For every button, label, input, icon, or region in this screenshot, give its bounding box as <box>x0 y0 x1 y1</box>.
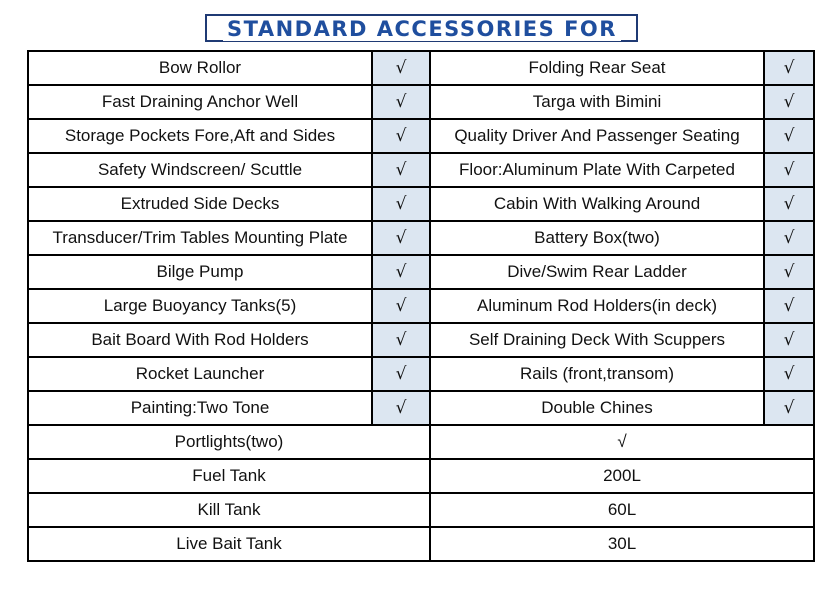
table-row <box>28 255 814 289</box>
spec-label: Kill Tank <box>28 493 430 527</box>
spec-row <box>28 425 814 459</box>
accessory-name-left: Large Buoyancy Tanks(5) <box>28 289 372 323</box>
accessory-name-right: Double Chines <box>430 391 764 425</box>
accessory-name-right: Floor:Aluminum Plate With Carpeted <box>430 153 764 187</box>
table-row <box>28 187 814 221</box>
accessory-name-right: Folding Rear Seat <box>430 51 764 85</box>
accessory-name-left: Bilge Pump <box>28 255 372 289</box>
accessory-name-right: Dive/Swim Rear Ladder <box>430 255 764 289</box>
check-mark-left: √ <box>372 51 430 85</box>
check-mark-left: √ <box>372 187 430 221</box>
check-mark-right: √ <box>764 153 814 187</box>
check-mark-right: √ <box>764 221 814 255</box>
check-mark-right: √ <box>764 357 814 391</box>
accessory-name-left: Bait Board With Rod Holders <box>28 323 372 357</box>
check-mark-right: √ <box>764 187 814 221</box>
title-banner <box>205 8 638 46</box>
spec-label: Fuel Tank <box>28 459 430 493</box>
check-mark-left: √ <box>372 221 430 255</box>
accessory-name-left: Painting:Two Tone <box>28 391 372 425</box>
spec-row <box>28 527 814 561</box>
check-mark-left: √ <box>372 119 430 153</box>
title-frame-top <box>205 14 638 16</box>
check-mark-right: √ <box>764 119 814 153</box>
accessory-name-left: Safety Windscreen/ Scuttle <box>28 153 372 187</box>
spec-row <box>28 459 814 493</box>
check-mark-right: √ <box>764 391 814 425</box>
check-mark-left: √ <box>372 357 430 391</box>
check-mark-right: √ <box>764 323 814 357</box>
spec-value: 60L <box>430 493 814 527</box>
spec-value: 30L <box>430 527 814 561</box>
page-title: STANDARD ACCESSORIES FOR <box>223 17 621 41</box>
table-row <box>28 51 814 85</box>
table-row <box>28 391 814 425</box>
table-row <box>28 153 814 187</box>
accessory-name-left: Transducer/Trim Tables Mounting Plate <box>28 221 372 255</box>
table-row <box>28 323 814 357</box>
accessory-name-left: Storage Pockets Fore,Aft and Sides <box>28 119 372 153</box>
accessory-name-left: Bow Rollor <box>28 51 372 85</box>
accessory-name-right: Battery Box(two) <box>430 221 764 255</box>
accessory-name-right: Quality Driver And Passenger Seating <box>430 119 764 153</box>
check-mark-right: √ <box>764 289 814 323</box>
accessory-name-right: Rails (front,transom) <box>430 357 764 391</box>
check-mark-left: √ <box>372 289 430 323</box>
title-frame-left <box>205 14 207 42</box>
accessory-name-right: Self Draining Deck With Scuppers <box>430 323 764 357</box>
table-row <box>28 289 814 323</box>
spec-value: √ <box>430 425 814 459</box>
check-mark-left: √ <box>372 85 430 119</box>
spec-label: Portlights(two) <box>28 425 430 459</box>
table-row <box>28 119 814 153</box>
spec-label: Live Bait Tank <box>28 527 430 561</box>
accessory-name-left: Rocket Launcher <box>28 357 372 391</box>
table-row <box>28 357 814 391</box>
check-mark-left: √ <box>372 153 430 187</box>
accessory-name-right: Targa with Bimini <box>430 85 764 119</box>
accessory-name-right: Aluminum Rod Holders(in deck) <box>430 289 764 323</box>
check-mark-right: √ <box>764 51 814 85</box>
accessory-name-left: Extruded Side Decks <box>28 187 372 221</box>
accessories-table <box>27 50 815 562</box>
check-mark-left: √ <box>372 255 430 289</box>
check-mark-right: √ <box>764 255 814 289</box>
accessory-name-left: Fast Draining Anchor Well <box>28 85 372 119</box>
title-frame-right <box>636 14 638 42</box>
accessory-name-right: Cabin With Walking Around <box>430 187 764 221</box>
check-mark-left: √ <box>372 323 430 357</box>
spec-row <box>28 493 814 527</box>
table-row <box>28 85 814 119</box>
table-row <box>28 221 814 255</box>
check-mark-left: √ <box>372 391 430 425</box>
check-mark-right: √ <box>764 85 814 119</box>
spec-value: 200L <box>430 459 814 493</box>
